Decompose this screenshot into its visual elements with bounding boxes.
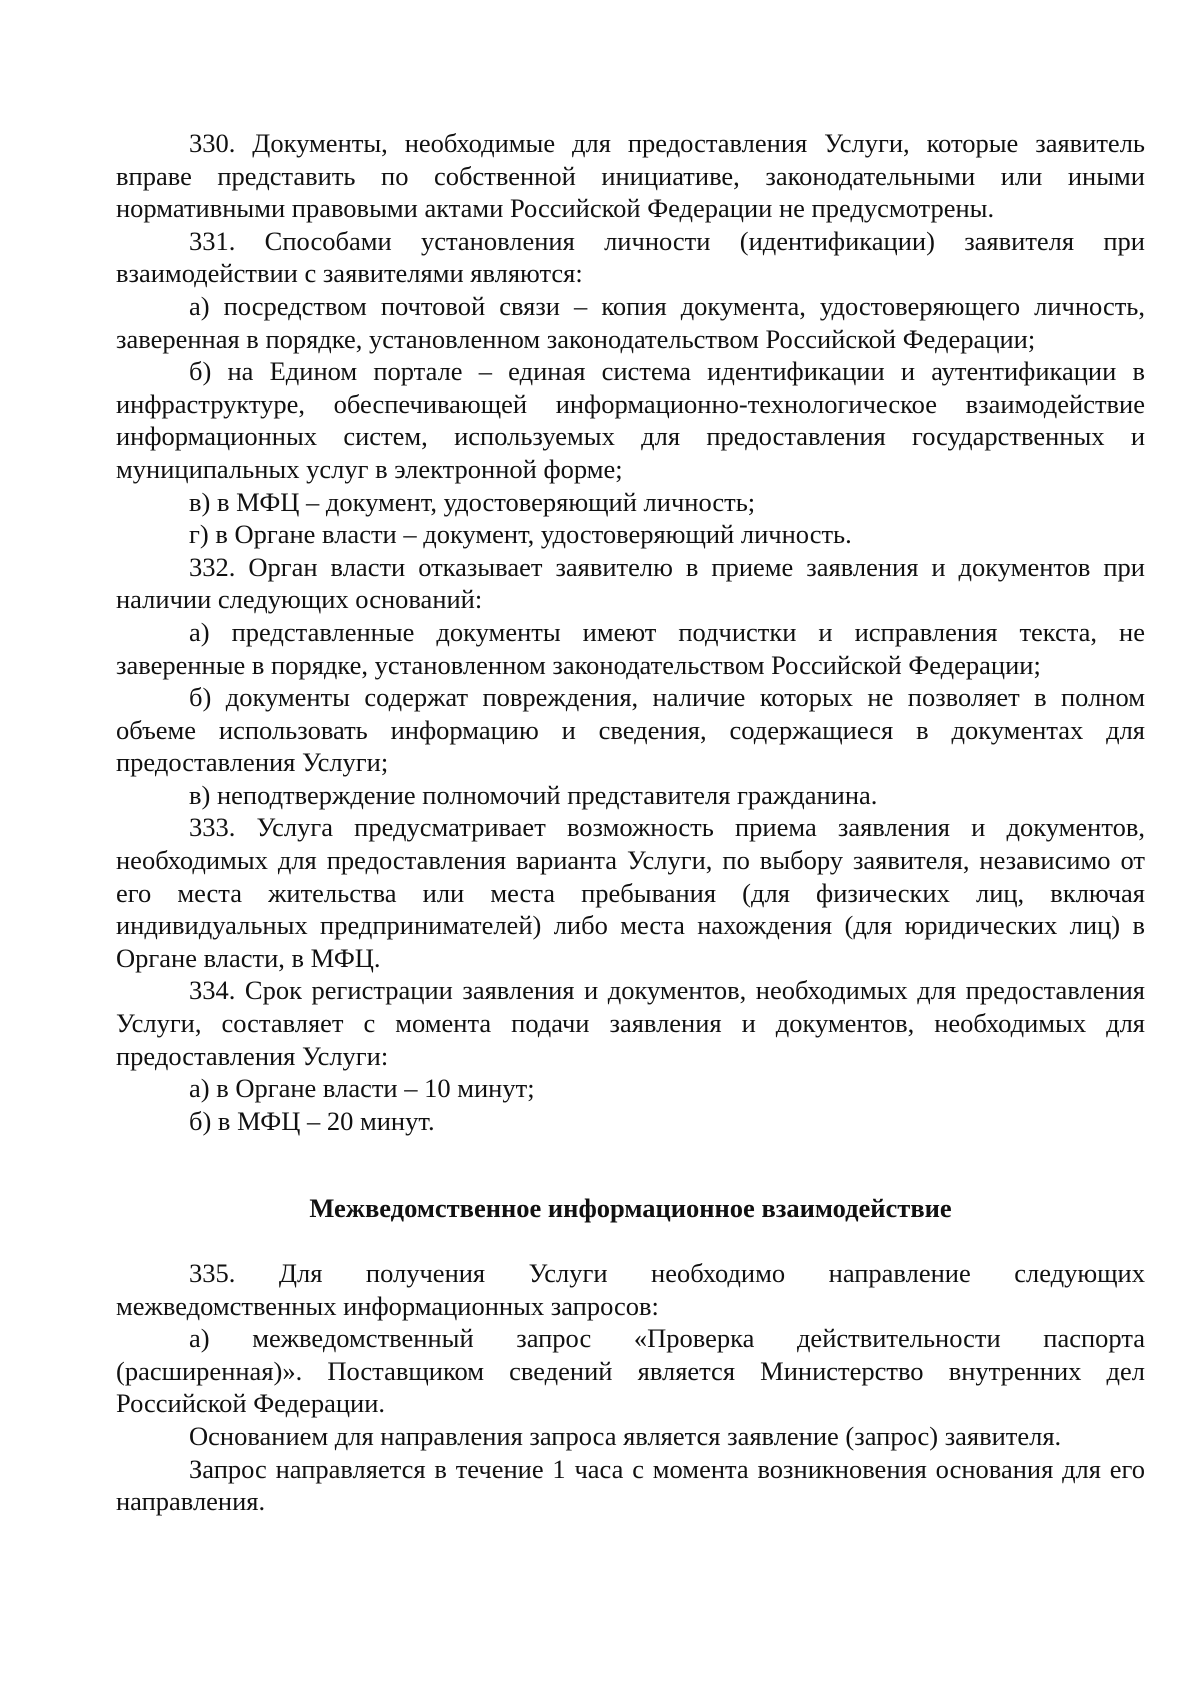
paragraph-332-b: б) документы содержат повреждения, наличие которых не позволяет в полном объеме использовать информацию и сведения, содержащиеся в документах для предоставления Услуги; xyxy=(116,682,1145,778)
paragraph-332: 332. Орган власти отказывает заявителю в приеме заявления и документов при наличии следующих оснований: xyxy=(116,551,1145,615)
paragraph-333: 333. Услуга предусматривает возможность приема заявления и документов, необходимых для предоставления варианта Услуги, по выбору заявителя, независимо от его места жительства или места пребывания (для физических лиц, включая индивидуальных предпринимателей) либо места нахождения (для юридических лиц) в Органе власти, в МФЦ. xyxy=(116,812,1145,973)
paragraph-331-a: а) посредством почтовой связи – копия документа, удостоверяющего личность, заверенная в порядке, установленном законодательством Российской Федерации; xyxy=(116,290,1145,354)
paragraph-331: 331. Способами установления личности (идентификации) заявителя при взаимодействии с заявителями являются: xyxy=(116,225,1145,289)
paragraph-331-b: б) на Едином портале – единая система идентификации и аутентификации в инфраструктуре, обеспечивающей информационно-технологическое взаимодействие информационных систем, используемых для предоставления государственных и муниципальных услуг в электронной форме; xyxy=(116,356,1145,484)
paragraph-334: 334. Срок регистрации заявления и документов, необходимых для предоставления Услуги, составляет с момента подачи заявления и документов, необходимых для предоставления Услуги: xyxy=(116,975,1145,1071)
paragraph-334-b: б) в МФЦ – 20 минут. xyxy=(189,1105,435,1136)
paragraph-331-g: г) в Органе власти – документ, удостоверяющий личность. xyxy=(189,519,852,550)
section-heading: Межведомственное информационное взаимодействие xyxy=(309,1193,952,1224)
paragraph-335-a: а) межведомственный запрос «Проверка действительности паспорта (расширенная)». Поставщиком сведений является Министерство внутренних дел Российской Федерации. xyxy=(116,1323,1145,1419)
paragraph-request-basis: Основанием для направления запроса является заявление (запрос) заявителя. xyxy=(189,1420,1062,1451)
paragraph-334-a: а) в Органе власти – 10 минут; xyxy=(189,1073,535,1104)
paragraph-330: 330. Документы, необходимые для предоставления Услуги, которые заявитель вправе представить по собственной инициативе, законодательными или иными нормативными правовыми актами Российской Федерации не предусмотрены. xyxy=(116,128,1145,224)
paragraph-request-timing: Запрос направляется в течение 1 часа с момента возникновения основания для его направления. xyxy=(116,1453,1145,1517)
paragraph-335: 335. Для получения Услуги необходимо направление следующих межведомственных информационных запросов: xyxy=(116,1258,1145,1321)
paragraph-331-v: в) в МФЦ – документ, удостоверяющий личность; xyxy=(189,486,756,517)
paragraph-332-a: а) представленные документы имеют подчистки и исправления текста, не заверенные в порядке, установленном законодательством Российской Федерации; xyxy=(116,616,1145,680)
paragraph-332-v: в) неподтверждение полномочий представителя гражданина. xyxy=(189,779,878,810)
